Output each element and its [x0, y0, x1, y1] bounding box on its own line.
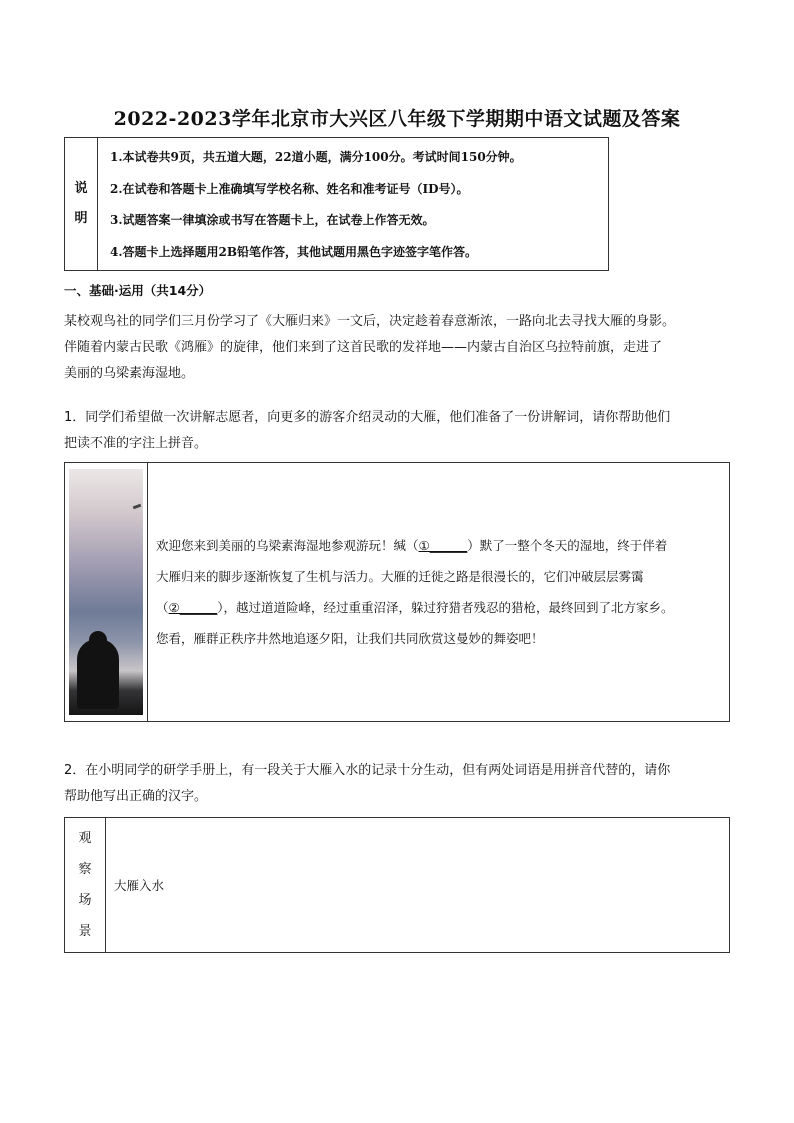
question-2-prompt: [64, 758, 730, 810]
pinyin-blank-1[interactable]: ①______: [418, 538, 468, 553]
intro-line: 美丽的乌梁素海湿地。: [64, 366, 195, 381]
pinyin-blank-2[interactable]: ②______: [168, 600, 218, 615]
wetland-sunset-photo: [69, 469, 143, 715]
question-1-table: [64, 462, 730, 722]
instructions-table: [64, 137, 609, 271]
observation-scene-heading: [65, 818, 106, 953]
photo-cell: [65, 463, 148, 722]
instruction-item: 2.在试卷和答题卡上准确填写学校名称、姓名和准考证号（ID号）。: [110, 181, 469, 196]
passage-text: ），越过道道险峰，经过重重沼泽，躲过狩猎者残忍的猎枪，最终回到了北方家乡。: [217, 600, 674, 615]
heading-char: 场: [78, 893, 92, 908]
bird-silhouette: [133, 504, 142, 510]
instruction-item: 1.本试卷共9页，共五道大题，22道小题，满分100分。考试时间150分钟。: [110, 150, 522, 164]
instructions-heading: [65, 138, 98, 271]
question-1-prompt: [64, 405, 730, 457]
section-heading: 一、基础·运用（共14分）: [64, 283, 212, 298]
passage-line: [156, 592, 723, 623]
passage-line: [156, 530, 723, 561]
passage-text: 欢迎您来到美丽的乌梁素海湿地参观游玩！缄（: [156, 538, 419, 553]
heading-char: 观: [78, 831, 92, 846]
passage-line: 您看，雁群正秩序井然地追逐夕阳，让我们共同欣赏这曼妙的舞姿吧！: [156, 631, 544, 646]
heading-char: 景: [78, 924, 92, 939]
question-2-table: [64, 817, 730, 953]
passage-line: 大雁归来的脚步逐渐恢复了生机与活力。大雁的迁徙之路是很漫长的，它们冲破层层雾霭: [156, 569, 644, 584]
instructions-heading-char: 说: [74, 181, 88, 196]
intro-line: 某校观鸟社的同学们三月份学习了《大雁归来》一文后，决定趁着春意渐浓，一路向北去寻找大雁的身影。: [64, 314, 676, 329]
question-2-line: 2．在小明同学的研学手册上，有一段关于大雁入水的记录十分生动，但有两处词语是用拼音代替的，请你: [64, 763, 671, 778]
instructions-heading-char: 明: [74, 211, 88, 226]
observation-scene-content: 大雁入水: [106, 818, 730, 953]
intro-paragraph: [64, 309, 730, 387]
intro-line: 伴随着内蒙古民歌《鸿雁》的旋律，他们来到了这首民歌的发祥地——内蒙古自治区乌拉特前旗，走进了: [64, 340, 663, 355]
instructions-body: [98, 138, 609, 271]
instruction-item: 4.答题卡上选择题用2B铅笔作答，其他试题用黑色字迹签字笔作答。: [110, 244, 478, 259]
passage-text: （: [156, 600, 169, 615]
instruction-item: 3.试题答案一律填涂或书写在答题卡上，在试卷上作答无效。: [110, 213, 435, 227]
page-title: 2022-2023学年北京市大兴区八年级下学期期中语文试题及答案: [113, 108, 681, 130]
heading-char: 察: [78, 862, 92, 877]
question-1-line: 把读不准的字注上拼音。: [64, 436, 208, 451]
question-1-line: 1．同学们希望做一次讲解志愿者，向更多的游客介绍灵动的大雁，他们准备了一份讲解词，请你帮助他们: [64, 410, 671, 425]
passage-text: ）默了一整个冬天的湿地，终于伴着: [467, 538, 668, 553]
person-silhouette: [77, 639, 119, 709]
commentary-passage: [148, 463, 730, 722]
question-2-line: 帮助他写出正确的汉字。: [64, 789, 208, 804]
